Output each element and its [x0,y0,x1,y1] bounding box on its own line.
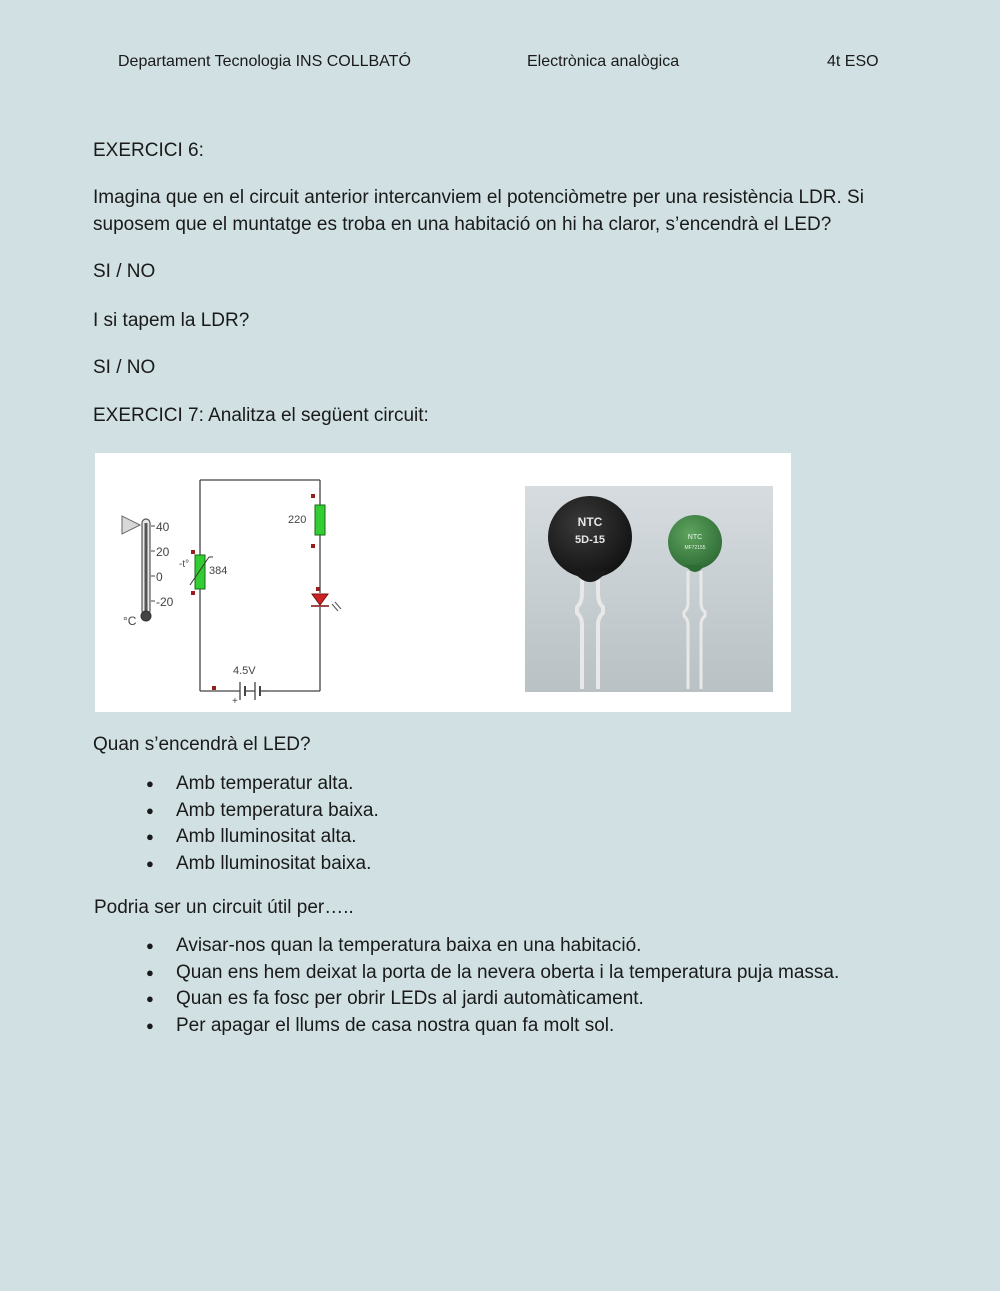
led [311,587,341,611]
ntc-photo [525,486,773,692]
exercise-6-answer-1: SI / NO [93,261,156,282]
circuit-figure [95,453,791,712]
question-use-options [93,933,953,1040]
exercise-6-question-2: I si tapem la LDR? [93,310,250,331]
exercise-6-answer-2: SI / NO [93,357,156,378]
ntc-value-label: 384 [209,565,228,577]
ntc-big-label-2: 5D-15 [575,534,605,546]
battery [212,665,268,707]
terminal-marker [311,494,315,498]
thermo-tick-0: 0 [156,570,163,584]
thermo-tick-20: 20 [156,545,170,559]
thermometer [122,516,174,628]
question-use-title: Podria ser un circuit útil per….. [94,897,354,918]
ntc-big-label-1: NTC [577,515,603,529]
exercise-6-question: Imagina que en el circuit anterior intercanviem el potenciòmetre per una resistència LDR. Si suposem que el muntatge es troba en una habitació on hi ha claror, s’encendrà el LED? [93,187,864,235]
ntc-green-disc [668,515,722,569]
header-course: 4t ESO [827,53,879,70]
circuit-wires [200,480,320,691]
exercise-6-title: EXERCICI 6: [93,140,204,161]
ntc-thermistor [179,550,227,595]
header-department: Departament Tecnologia INS COLLBATÓ [118,53,411,70]
list-item: ● Amb temperatura baixa. [93,798,953,825]
list-item: ● Amb lluminositat alta. [93,824,953,851]
terminal-marker [191,591,195,595]
question-led-options [93,771,953,878]
list-item: ● Per apagar el llums de casa nostra quan fa molt sol. [93,1013,953,1040]
thermo-tick-minus-20: -20 [156,595,174,609]
thermo-unit: °C [123,614,137,628]
thermo-tick-40: 40 [156,520,170,534]
resistor-body [315,505,325,535]
list-item: ● Quan ens hem deixat la porta de la nevera oberta i la temperatura puja massa. [93,960,953,987]
battery-plus-label: + [232,696,238,707]
ntc-symbol-label: -t° [179,559,190,570]
resistor-value-label: 220 [288,514,307,526]
terminal-marker [212,686,216,690]
terminal-marker [191,550,195,554]
list-item: ● Quan es fa fosc per obrir LEDs al jardi automàticament. [93,986,953,1013]
question-led-title: Quan s’encendrà el LED? [93,734,311,755]
circuit-figure-svg [95,453,791,712]
thermometer-bulb [141,611,151,621]
led-icon [312,594,328,605]
ntc-body [195,555,205,589]
header-subject: Electrònica analògica [527,53,680,70]
list-item: ● Amb temperatur alta. [93,771,953,798]
ntc-small-label-1: NTC [687,534,703,541]
list-item: ● Avisar-nos quan la temperatura baixa en una habitació. [93,933,953,960]
terminal-marker [311,544,315,548]
list-item: ● Amb lluminositat baixa. [93,851,953,878]
terminal-marker [316,587,320,591]
exercise-7-title: EXERCICI 7: Analitza el següent circuit: [93,405,429,426]
thermometer-mercury [145,523,148,611]
ntc-small-label-2: MF72155 [684,545,706,551]
battery-label: 4.5V [233,665,256,677]
thermometer-pointer-icon [122,516,140,534]
